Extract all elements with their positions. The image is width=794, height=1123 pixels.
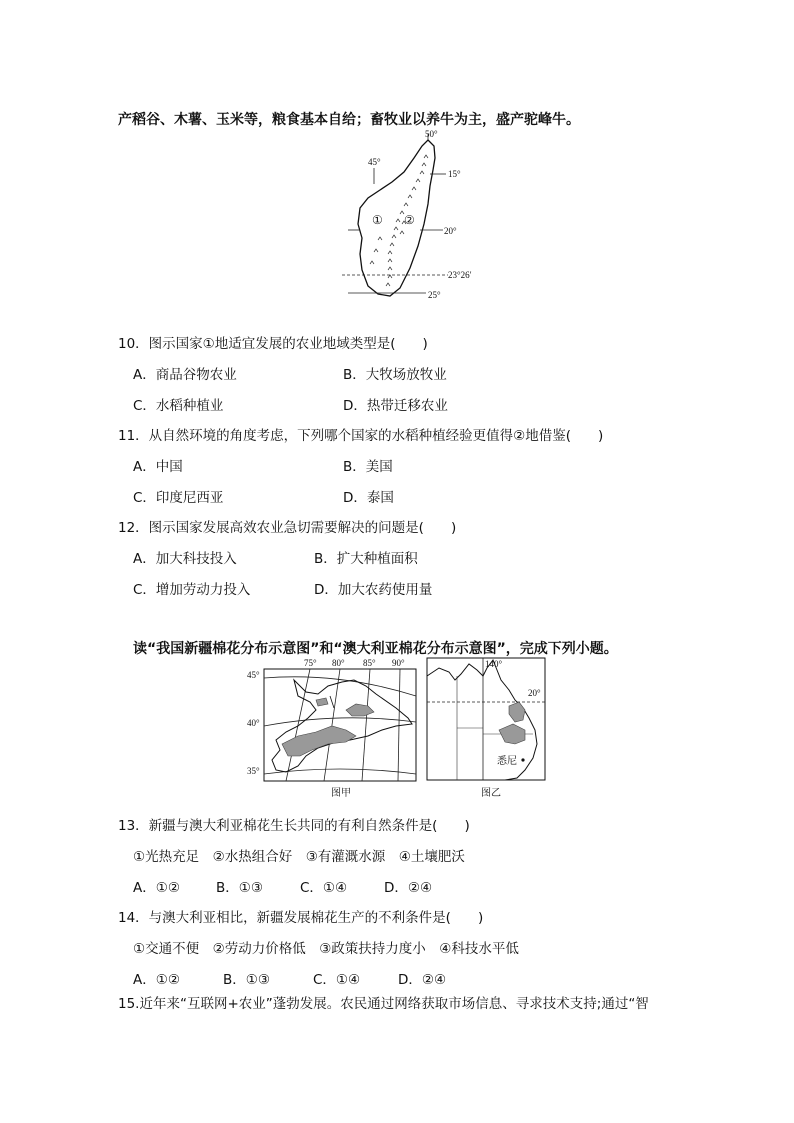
map3-city: 悉尼 [497, 756, 517, 767]
q11-option-a: A．中国 [133, 459, 183, 475]
q10-option-a: A．商品谷物农业 [133, 367, 237, 383]
xinjiang-map [246, 656, 422, 798]
map1-lat15: 15° [448, 169, 461, 179]
map2-lat45: 45° [247, 670, 260, 680]
q12-stem: 12．图示国家发展高效农业急切需要解决的问题是( ) [118, 520, 457, 536]
q11-stem: 11．从自然环境的角度考虑，下列哪个国家的水稻种植经验更值得②地借鉴( ) [118, 428, 604, 444]
q14-option-b: B．①③ [223, 972, 270, 988]
map1-lon45: 45° [368, 157, 381, 167]
map1-lat20: 20° [444, 226, 457, 236]
map1-lon50: 50° [425, 129, 438, 139]
map1-region2: ② [404, 213, 415, 227]
q13-option-a: A．①② [133, 880, 180, 896]
q11-option-b: B．美国 [343, 459, 393, 475]
q12-option-c: C．增加劳动力投入 [133, 582, 251, 598]
q14-option-c: C．①④ [313, 972, 361, 988]
q10-option-d: D．热带迁移农业 [343, 398, 448, 414]
map2-lat40: 40° [247, 718, 260, 728]
q14-option-d: D．②④ [398, 972, 447, 988]
q14-items: ①交通不便 ②劳动力价格低 ③政策扶持力度小 ④科技水平低 [133, 941, 519, 957]
q10-option-b: B．大牧场放牧业 [343, 367, 447, 383]
map1-region1: ① [372, 213, 383, 227]
q13-option-b: B．①③ [216, 880, 263, 896]
q14-stem: 14．与澳大利亚相比，新疆发展棉花生产的不利条件是( ) [118, 910, 484, 926]
map2-lon80: 80° [332, 658, 345, 668]
q10-stem: 10．图示国家①地适宜发展的农业地域类型是( ) [118, 336, 428, 352]
q11-option-d: D．泰国 [343, 490, 394, 506]
map1-lat-tropic: 23°26′ [448, 270, 472, 280]
q12-option-d: D．加大农药使用量 [314, 582, 433, 598]
q13-option-d: D．②④ [384, 880, 433, 896]
map2-lon90: 90° [392, 658, 405, 668]
q13-stem: 13．新疆与澳大利亚棉花生长共同的有利自然条件是( ) [118, 818, 470, 834]
q15-stem: 15.近年来“互联网+农业”蓬勃发展。农民通过网络获取市场信息、寻求技术支持;通过“智 [118, 996, 649, 1012]
intro-text: 产稻谷、木薯、玉米等，粮食基本自给；畜牧业以养牛为主，盛产驼峰牛。 [118, 112, 580, 128]
map2-lon75: 75° [304, 658, 317, 668]
q10-option-c: C．水稻种植业 [133, 398, 224, 414]
q13-items: ①光热充足 ②水热组合好 ③有灌溉水源 ④土壤肥沃 [133, 849, 465, 865]
q12-option-b: B．扩大种植面积 [314, 551, 418, 567]
map2-caption: 图甲 [331, 788, 351, 799]
madagascar-map [338, 128, 472, 303]
intro2-text: 读“我国新疆棉花分布示意图”和“澳大利亚棉花分布示意图”，完成下列小题。 [133, 641, 618, 657]
map3-caption: 图乙 [481, 788, 501, 799]
q11-option-c: C．印度尼西亚 [133, 490, 224, 506]
map2-lon85: 85° [363, 658, 376, 668]
map3-lat20: 20° [528, 688, 541, 698]
australia-map [425, 656, 549, 798]
map3-lon140: 140° [485, 659, 503, 669]
map2-lat35: 35° [247, 766, 260, 776]
map1-lat25: 25° [428, 290, 441, 300]
q14-option-a: A．①② [133, 972, 180, 988]
q13-option-c: C．①④ [300, 880, 348, 896]
q12-option-a: A．加大科技投入 [133, 551, 237, 567]
